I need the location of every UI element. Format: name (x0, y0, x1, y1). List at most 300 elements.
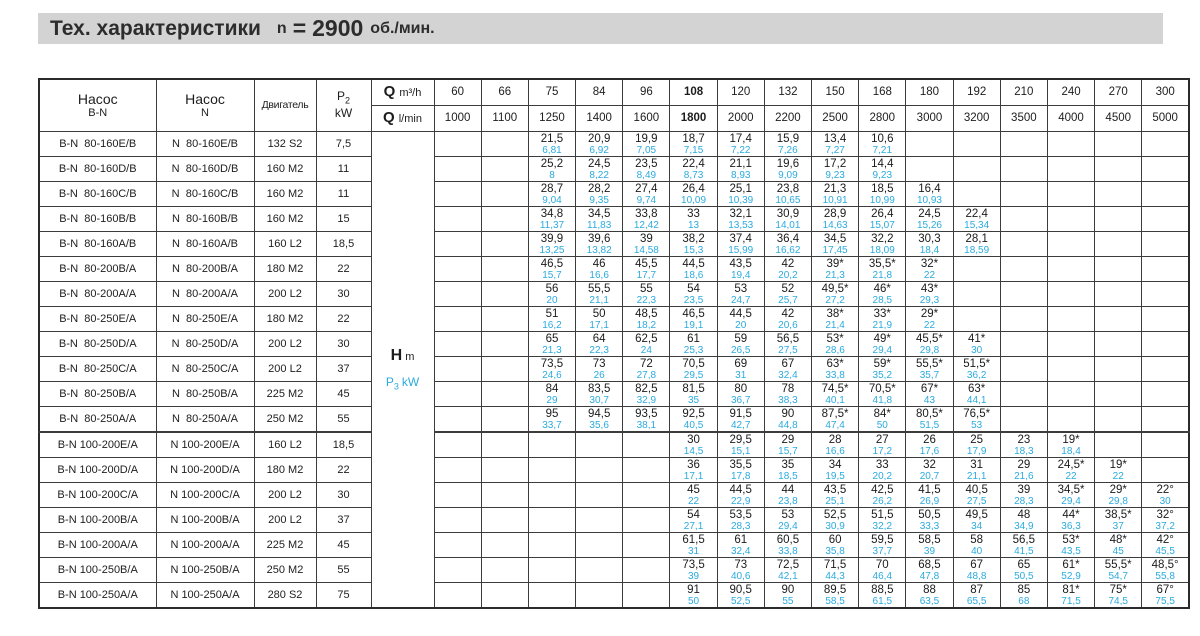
data-cell (528, 406, 575, 432)
data-cell (906, 306, 953, 331)
p3-kw-value: 51,5 (919, 419, 940, 431)
p3-kw-value: 58,5 (825, 595, 845, 607)
empty-cell (1000, 406, 1047, 432)
empty-cell (528, 507, 575, 532)
p3-kw-value: 17,6 (919, 445, 940, 457)
empty-cell (434, 181, 481, 206)
head-m-value: 58 (970, 533, 984, 546)
empty-cell (481, 356, 528, 381)
head-m-value: 41,5 (918, 483, 941, 496)
empty-cell (434, 381, 481, 406)
p2-cell: 45 (316, 381, 371, 406)
head-m-value: 41* (968, 332, 986, 345)
pump-bn-cell: B-N 80-160A/B (39, 231, 156, 256)
empty-cell (623, 482, 670, 507)
data-cell (717, 381, 764, 406)
table-row (39, 256, 1189, 281)
p3-kw-value: 27,5 (966, 495, 987, 507)
p3-kw-value: 20 (546, 294, 558, 306)
head-m-value: 39 (639, 232, 653, 245)
p3-kw-value: 52,5 (730, 595, 751, 607)
head-m-value: 50,5 (918, 508, 941, 521)
head-m-value: 53 (781, 508, 795, 521)
head-m-value: 34,8 (540, 207, 564, 220)
data-cell (906, 482, 953, 507)
q-lmin-value: 2000 (717, 105, 764, 131)
p3-kw-value: 15,7 (542, 269, 562, 281)
p3-kw-value: 41,8 (872, 394, 893, 406)
data-cell (670, 557, 717, 582)
motor-cell: 280 S2 (254, 582, 316, 608)
p3-kw-value: 7,21 (872, 144, 893, 156)
p3-kw-value: 9,23 (825, 169, 845, 181)
q-m3h-value: 192 (953, 79, 1000, 105)
p3-kw-value: 29,4 (778, 520, 798, 532)
data-cell (812, 331, 859, 356)
empty-cell (434, 206, 481, 231)
data-cell (764, 256, 811, 281)
empty-cell (1000, 306, 1047, 331)
pump-n-cell: N 80-160C/B (156, 181, 254, 206)
head-m-value: 36,4 (776, 232, 800, 245)
p3-kw-value: 18,59 (964, 244, 990, 256)
head-m-value: 30 (687, 433, 700, 446)
head-m-value: 56 (545, 282, 559, 295)
page-title (38, 13, 1163, 44)
pump-n-cell: N 100-200C/A (156, 482, 254, 507)
data-cell (717, 406, 764, 432)
head-m-value: 17,2 (823, 157, 847, 170)
motor-cell: 200 L2 (254, 356, 316, 381)
head-m-value: 38,5* (1104, 508, 1132, 521)
table-row (39, 356, 1189, 381)
motor-cell: 225 M2 (254, 532, 316, 557)
p3-kw-value: 36,7 (730, 394, 751, 406)
table-row (39, 381, 1189, 406)
p2-cell: 18,5 (316, 231, 371, 256)
data-cell (717, 281, 764, 306)
head-m-value: 16,4 (918, 182, 941, 195)
data-cell (906, 331, 953, 356)
empty-cell (481, 131, 528, 156)
p3-kw-value: 41,5 (1014, 545, 1034, 557)
p3-kw-value: 20,6 (778, 319, 798, 331)
pump-n-cell: N 80-160B/B (156, 206, 254, 231)
motor-cell: 180 M2 (254, 256, 316, 281)
p3-kw-value: 30,7 (589, 394, 609, 406)
empty-cell (1142, 331, 1189, 356)
empty-cell (1095, 206, 1142, 231)
data-cell (906, 582, 953, 608)
p3-kw-value: 11,83 (587, 219, 612, 231)
data-cell (623, 306, 670, 331)
data-cell (576, 256, 623, 281)
data-cell (906, 557, 953, 582)
p3-kw-value: 29 (546, 394, 558, 406)
head-m-value: 90 (781, 583, 795, 596)
head-m-value: 24,5 (918, 207, 941, 220)
head-m-value: 25 (970, 433, 984, 446)
pump-bn-series: B-N (88, 107, 108, 120)
data-cell (717, 356, 764, 381)
data-cell (764, 231, 811, 256)
p3-kw-value: 18,2 (636, 319, 657, 331)
empty-cell (1000, 256, 1047, 281)
head-m-value: 84* (873, 407, 891, 420)
p3-kw-value: 71,5 (1061, 595, 1081, 607)
p3-kw-value: 11,37 (539, 219, 565, 231)
data-cell (906, 281, 953, 306)
empty-cell (1047, 406, 1094, 432)
empty-cell (434, 231, 481, 256)
data-cell (528, 381, 575, 406)
empty-cell (1047, 306, 1094, 331)
data-cell (953, 381, 1000, 406)
empty-cell (528, 457, 575, 482)
empty-cell (481, 281, 528, 306)
data-cell (953, 457, 1000, 482)
p3-kw-value: 21,3 (542, 344, 562, 356)
pump-n-cell: N 100-200A/A (156, 532, 254, 557)
table-row (39, 457, 1189, 482)
p3-kw-value: 35,6 (589, 419, 609, 431)
q-m3h-value: 168 (859, 79, 906, 105)
data-cell (528, 231, 575, 256)
pump-bn-cell: B-N 80-250E/A (39, 306, 156, 331)
pump-bn-cell: B-N 80-160E/B (39, 131, 156, 156)
col-header-p2 (316, 79, 371, 131)
head-m-value: 32,1 (729, 207, 752, 220)
p3-kw-value: 21,1 (589, 294, 609, 306)
table-header (39, 79, 1189, 131)
p2-cell: 11 (316, 181, 371, 206)
empty-cell (1000, 156, 1047, 181)
p3-kw-value: 27,2 (825, 294, 845, 306)
empty-cell (481, 406, 528, 432)
data-cell (1000, 482, 1047, 507)
data-cell (670, 306, 717, 331)
head-m-value: 73,5 (540, 357, 564, 370)
pump-n-cell: N 100-200B/A (156, 507, 254, 532)
q-lmin-label (371, 105, 434, 131)
table-body (39, 131, 1189, 608)
p3-kw-value: 37 (1112, 520, 1124, 532)
data-cell (670, 582, 717, 608)
data-cell (812, 356, 859, 381)
head-m-value: 19* (1109, 458, 1127, 471)
empty-cell (481, 557, 528, 582)
data-cell (812, 281, 859, 306)
data-cell (1000, 507, 1047, 532)
p3-kw-value: 34,9 (1014, 520, 1034, 532)
p3-kw-value: 7,15 (683, 144, 704, 156)
head-m-value: 82,5 (635, 382, 658, 395)
head-m-value: 22° (1156, 483, 1174, 496)
head-m-value: 55 (639, 282, 653, 295)
empty-cell (1095, 306, 1142, 331)
p3-kw-value: 29,4 (872, 344, 893, 356)
header-row-1 (39, 79, 1189, 105)
data-cell (812, 256, 859, 281)
data-cell (859, 256, 906, 281)
head-m-value: 46 (592, 257, 606, 270)
data-cell (623, 381, 670, 406)
data-cell (764, 557, 811, 582)
data-cell (670, 381, 717, 406)
p2-cell: 75 (316, 582, 371, 608)
head-m-value: 22,4 (682, 157, 705, 170)
empty-cell (623, 507, 670, 532)
p3-kw-value: 74,5 (1108, 595, 1128, 607)
data-cell (859, 381, 906, 406)
empty-cell (1095, 131, 1142, 156)
empty-cell (1047, 356, 1094, 381)
head-m-value: 38,2 (682, 232, 705, 245)
p3-kw-value: 50 (687, 595, 700, 607)
p3-kw-value: 44,1 (966, 394, 987, 406)
p3-kw-value: 27,5 (778, 344, 798, 356)
empty-cell (528, 582, 575, 608)
empty-cell (1142, 406, 1189, 432)
data-cell (670, 532, 717, 557)
pump-n-cell: N 80-250E/A (156, 306, 254, 331)
p3-kw-value: 21,8 (872, 269, 893, 281)
data-cell (764, 507, 811, 532)
p3-kw-value: 33,7 (542, 419, 562, 431)
p3-kw-value: 75,5 (1155, 595, 1175, 607)
data-cell (528, 306, 575, 331)
data-cell (1000, 557, 1047, 582)
head-m-value: 61* (1062, 558, 1080, 571)
pump-n-cell: N 80-250A/A (156, 406, 254, 432)
head-m-value: 44,5 (729, 307, 752, 320)
p3-kw-value: 17,2 (872, 445, 893, 457)
p3-kw-value: 16,6 (589, 269, 609, 281)
data-cell (906, 231, 953, 256)
motor-cell: 160 L2 (254, 231, 316, 256)
head-m-value: 19,6 (776, 157, 800, 170)
empty-cell (953, 156, 1000, 181)
q-m3h-value: 108 (670, 79, 717, 105)
empty-cell (1095, 356, 1142, 381)
head-m-value: 93,5 (635, 407, 658, 420)
p3-kw-value: 35,2 (872, 369, 893, 381)
p3-kw-value: 20,7 (919, 470, 940, 482)
p3-kw-value: 42,7 (730, 419, 751, 431)
empty-cell (528, 532, 575, 557)
p3-kw-value: 15,07 (869, 219, 895, 231)
table-row (39, 281, 1189, 306)
pump-bn-cell: B-N 80-160D/B (39, 156, 156, 181)
data-cell (1047, 432, 1094, 458)
empty-cell (1095, 432, 1142, 458)
p3-kw-value: 13,82 (586, 244, 612, 256)
pump-bn-cell: B-N 80-160C/B (39, 181, 156, 206)
p3-kw-value: 32,4 (778, 369, 798, 381)
data-cell (812, 507, 859, 532)
data-cell (717, 507, 764, 532)
data-cell (764, 457, 811, 482)
data-cell (1142, 507, 1189, 532)
p3-kw-value: 15,26 (916, 219, 942, 231)
head-m-value: 49,5 (965, 508, 988, 521)
data-cell (859, 331, 906, 356)
empty-cell (1142, 432, 1189, 458)
p2-cell: 30 (316, 281, 371, 306)
head-m-value: 61 (687, 332, 700, 345)
head-m-value: 42 (781, 257, 795, 270)
data-cell (859, 557, 906, 582)
head-m-value: 54 (687, 508, 700, 521)
q-m3h-value: 240 (1047, 79, 1094, 105)
empty-cell (528, 557, 575, 582)
data-cell (1095, 482, 1142, 507)
data-cell (953, 482, 1000, 507)
data-cell (576, 381, 623, 406)
head-m-value: 35 (781, 458, 795, 471)
empty-cell (906, 156, 953, 181)
data-cell (859, 131, 906, 156)
data-cell (906, 507, 953, 532)
head-m-value: 20,9 (587, 132, 611, 145)
empty-cell (623, 582, 670, 608)
data-cell (764, 482, 811, 507)
head-m-value: 94,5 (587, 407, 611, 420)
head-m-value: 44 (781, 483, 795, 496)
head-m-value: 39 (1017, 483, 1031, 496)
q-lmin-value: 3500 (1000, 105, 1047, 131)
p3-kw-value: 20,2 (872, 470, 893, 482)
motor-cell: 160 M2 (254, 206, 316, 231)
p3-kw-value: 44,3 (825, 570, 845, 582)
p3-kw-value: 14,01 (775, 219, 801, 231)
table-row (39, 507, 1189, 532)
head-m-value: 37,4 (729, 232, 752, 245)
head-m-value: 73 (734, 558, 748, 571)
head-m-value: 14,4 (871, 157, 894, 170)
data-cell (670, 256, 717, 281)
p3-kw-value: 9,23 (872, 169, 893, 181)
head-m-value: 61 (734, 533, 748, 546)
p3-kw-value: 24 (640, 344, 652, 356)
data-cell (1142, 532, 1189, 557)
head-m-value: 24,5 (587, 157, 611, 170)
p3-kw-value: 17,1 (589, 319, 609, 331)
head-m-value: 23,8 (776, 182, 800, 195)
empty-cell (953, 256, 1000, 281)
p3-kw-value: 28,3 (1014, 495, 1034, 507)
head-m-value: 59* (873, 357, 891, 370)
head-m-value: 19* (1062, 433, 1080, 446)
q-m3h-value: 300 (1142, 79, 1189, 105)
head-m-value: 75* (1109, 583, 1127, 596)
p3-kw-value: 24,7 (730, 294, 751, 306)
head-m-value: 21,5 (540, 132, 564, 145)
empty-cell (1047, 281, 1094, 306)
p2-cell: 15 (316, 206, 371, 231)
pump-bn-cell: B-N 100-250B/A (39, 557, 156, 582)
p3-kw-value: 19,1 (683, 319, 704, 331)
p3-kw-value: 22,3 (589, 344, 609, 356)
data-cell (670, 131, 717, 156)
pump-bn-cell: B-N 100-200B/A (39, 507, 156, 532)
head-m-value: 29* (1109, 483, 1127, 496)
p3-kw-value: 30 (971, 344, 983, 356)
empty-cell (481, 582, 528, 608)
p3-kw-value: 14,5 (683, 445, 704, 457)
head-m-value: 28,1 (965, 232, 988, 245)
p3-kw-value: 22 (923, 269, 936, 281)
p3-kw-value: 26 (593, 369, 605, 381)
p3-kw-value: 63,5 (919, 595, 940, 607)
p3-kw-value: 28,3 (730, 520, 751, 532)
data-cell (764, 331, 811, 356)
p3-kw-value: 18,3 (1014, 445, 1034, 457)
empty-cell (623, 457, 670, 482)
table-row (39, 206, 1189, 231)
data-cell (859, 507, 906, 532)
data-cell (717, 256, 764, 281)
head-m-value: 22,4 (965, 207, 988, 220)
table-row (39, 532, 1189, 557)
empty-cell (576, 482, 623, 507)
data-cell (528, 356, 575, 381)
data-cell (953, 406, 1000, 432)
p3-kw-value: 36,3 (1061, 520, 1081, 532)
head-m-value: 72 (639, 357, 653, 370)
p3-label: $P_3$ kW (385, 374, 420, 392)
head-m-value: 48* (1109, 533, 1127, 546)
p3-kw-value: 8,49 (636, 169, 657, 181)
q-m3h-value: 132 (764, 79, 811, 105)
pump-bn-cell: B-N 80-250C/A (39, 356, 156, 381)
head-m-value: 95 (545, 407, 559, 420)
p3-kw-value: 27,8 (636, 369, 657, 381)
head-m-value: 28,2 (587, 182, 611, 195)
empty-cell (953, 131, 1000, 156)
p3-kw-value: 33,8 (778, 545, 798, 557)
head-m-value: 21,3 (823, 182, 847, 195)
empty-cell (623, 432, 670, 458)
head-m-value: 45,5* (916, 332, 943, 345)
head-m-value: 24,5* (1057, 458, 1085, 471)
motor-cell: 200 L2 (254, 482, 316, 507)
p3-kw-value: 13,25 (539, 244, 565, 256)
head-m-value: 32 (923, 458, 936, 471)
head-m-value: 25,2 (540, 157, 564, 170)
pump-bn-cell: B-N 100-200D/A (39, 457, 156, 482)
head-m-value: 17,4 (729, 132, 752, 145)
empty-cell (1142, 156, 1189, 181)
p3-kw-value: 15,99 (728, 244, 754, 256)
motor-cell: 200 L2 (254, 331, 316, 356)
q-m3h-value: 270 (1095, 79, 1142, 105)
p3-kw-value: 38,3 (778, 394, 798, 406)
data-cell (670, 331, 717, 356)
empty-cell (1000, 206, 1047, 231)
empty-cell (481, 181, 528, 206)
data-cell (1047, 457, 1094, 482)
pump-n-cell: N 100-250A/A (156, 582, 254, 608)
empty-cell (481, 206, 528, 231)
empty-cell (434, 582, 481, 608)
head-m-value: 42,5 (871, 483, 894, 496)
data-cell (528, 156, 575, 181)
head-m-value: 33 (875, 458, 889, 471)
data-cell (859, 156, 906, 181)
head-m-value: 27 (875, 433, 889, 446)
head-m-value: 29* (920, 307, 939, 320)
